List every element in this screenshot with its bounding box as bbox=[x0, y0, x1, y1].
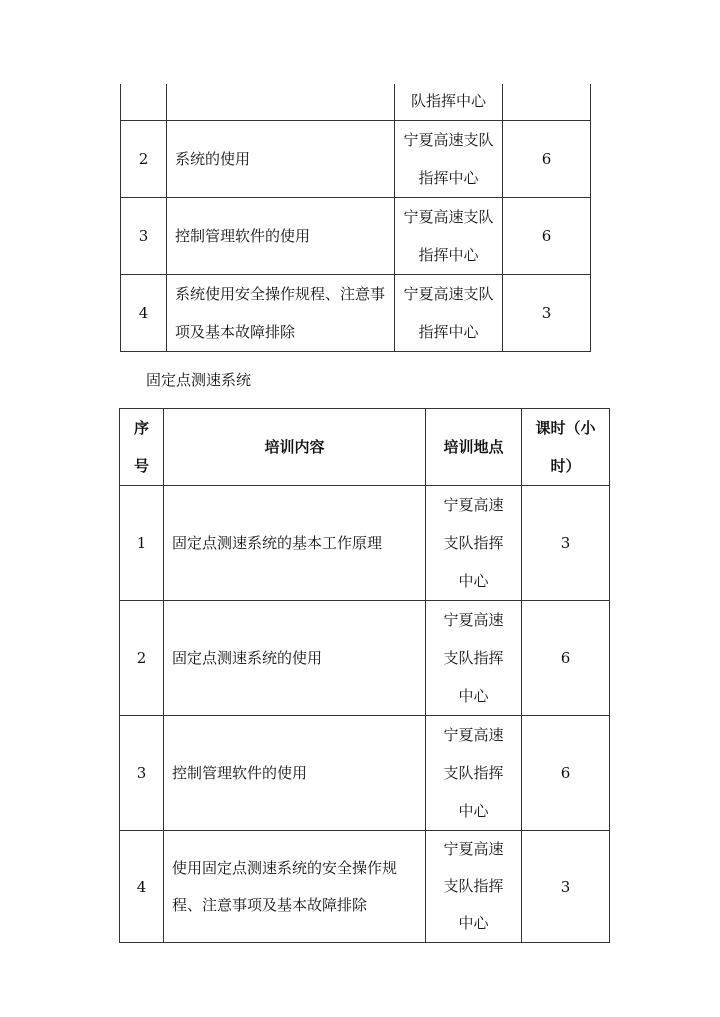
table-row bbox=[120, 716, 610, 831]
row-number: 4 bbox=[120, 831, 164, 943]
header-content: 培训内容 bbox=[164, 409, 426, 486]
header-location: 培训地点 bbox=[426, 409, 522, 486]
training-content bbox=[167, 84, 395, 121]
header-no bbox=[120, 409, 164, 486]
table1-viewport bbox=[0, 84, 720, 352]
training-location bbox=[426, 831, 522, 943]
training-location bbox=[395, 121, 503, 198]
training-content: 固定点测速系统的基本工作原理 bbox=[164, 486, 426, 601]
training-table-continued bbox=[120, 84, 591, 352]
training-hours bbox=[503, 84, 591, 121]
row-number: 3 bbox=[120, 716, 164, 831]
training-location bbox=[395, 198, 503, 275]
training-content: 控制管理软件的使用 bbox=[167, 198, 395, 275]
training-content: 固定点测速系统的使用 bbox=[164, 601, 426, 716]
training-hours: 3 bbox=[522, 831, 610, 943]
training-hours: 3 bbox=[522, 486, 610, 601]
table-row bbox=[120, 831, 610, 943]
training-hours: 6 bbox=[522, 601, 610, 716]
table-row bbox=[121, 121, 591, 198]
row-number: 2 bbox=[120, 601, 164, 716]
header-hours bbox=[522, 409, 610, 486]
row-number bbox=[121, 84, 167, 121]
section-title: 固定点测速系统 bbox=[146, 371, 252, 389]
training-table-fixed-speed bbox=[119, 408, 610, 943]
table-row bbox=[121, 275, 591, 352]
location-text: 宁夏高速支队指挥中心 bbox=[443, 840, 504, 932]
training-content: 控制管理软件的使用 bbox=[164, 716, 426, 831]
training-hours: 6 bbox=[503, 198, 591, 275]
header-hours-text: 课时（小时） bbox=[535, 419, 596, 475]
header-no-text: 序号 bbox=[133, 419, 149, 475]
table-row bbox=[120, 486, 610, 601]
content-text: 使用固定点测速系统的安全操作规程、注意事项及基本故障排除 bbox=[172, 858, 398, 914]
training-location: 队指挥中心 bbox=[395, 84, 503, 121]
table-row bbox=[120, 601, 610, 716]
training-location bbox=[395, 275, 503, 352]
row-number: 3 bbox=[121, 198, 167, 275]
content-text: 系统使用安全操作规程、注意事项及基本故障排除 bbox=[175, 285, 386, 341]
location-text: 宁夏高速支队指挥中心 bbox=[403, 131, 494, 187]
row-number: 2 bbox=[121, 121, 167, 198]
table-row bbox=[121, 198, 591, 275]
training-location bbox=[426, 716, 522, 831]
training-content bbox=[164, 831, 426, 943]
location-text: 宁夏高速支队指挥中心 bbox=[403, 208, 494, 264]
location-text: 宁夏高速支队指挥中心 bbox=[403, 285, 494, 341]
training-hours: 6 bbox=[503, 121, 591, 198]
training-content: 系统的使用 bbox=[167, 121, 395, 198]
row-number: 1 bbox=[120, 486, 164, 601]
table-row bbox=[121, 84, 591, 121]
training-location bbox=[426, 486, 522, 601]
row-number: 4 bbox=[121, 275, 167, 352]
location-text: 宁夏高速支队指挥中心 bbox=[443, 496, 504, 590]
location-text: 宁夏高速支队指挥中心 bbox=[443, 726, 504, 820]
training-hours: 6 bbox=[522, 716, 610, 831]
table-header-row bbox=[120, 409, 610, 486]
training-hours: 3 bbox=[503, 275, 591, 352]
training-location bbox=[426, 601, 522, 716]
location-text: 宁夏高速支队指挥中心 bbox=[443, 611, 504, 705]
training-content bbox=[167, 275, 395, 352]
